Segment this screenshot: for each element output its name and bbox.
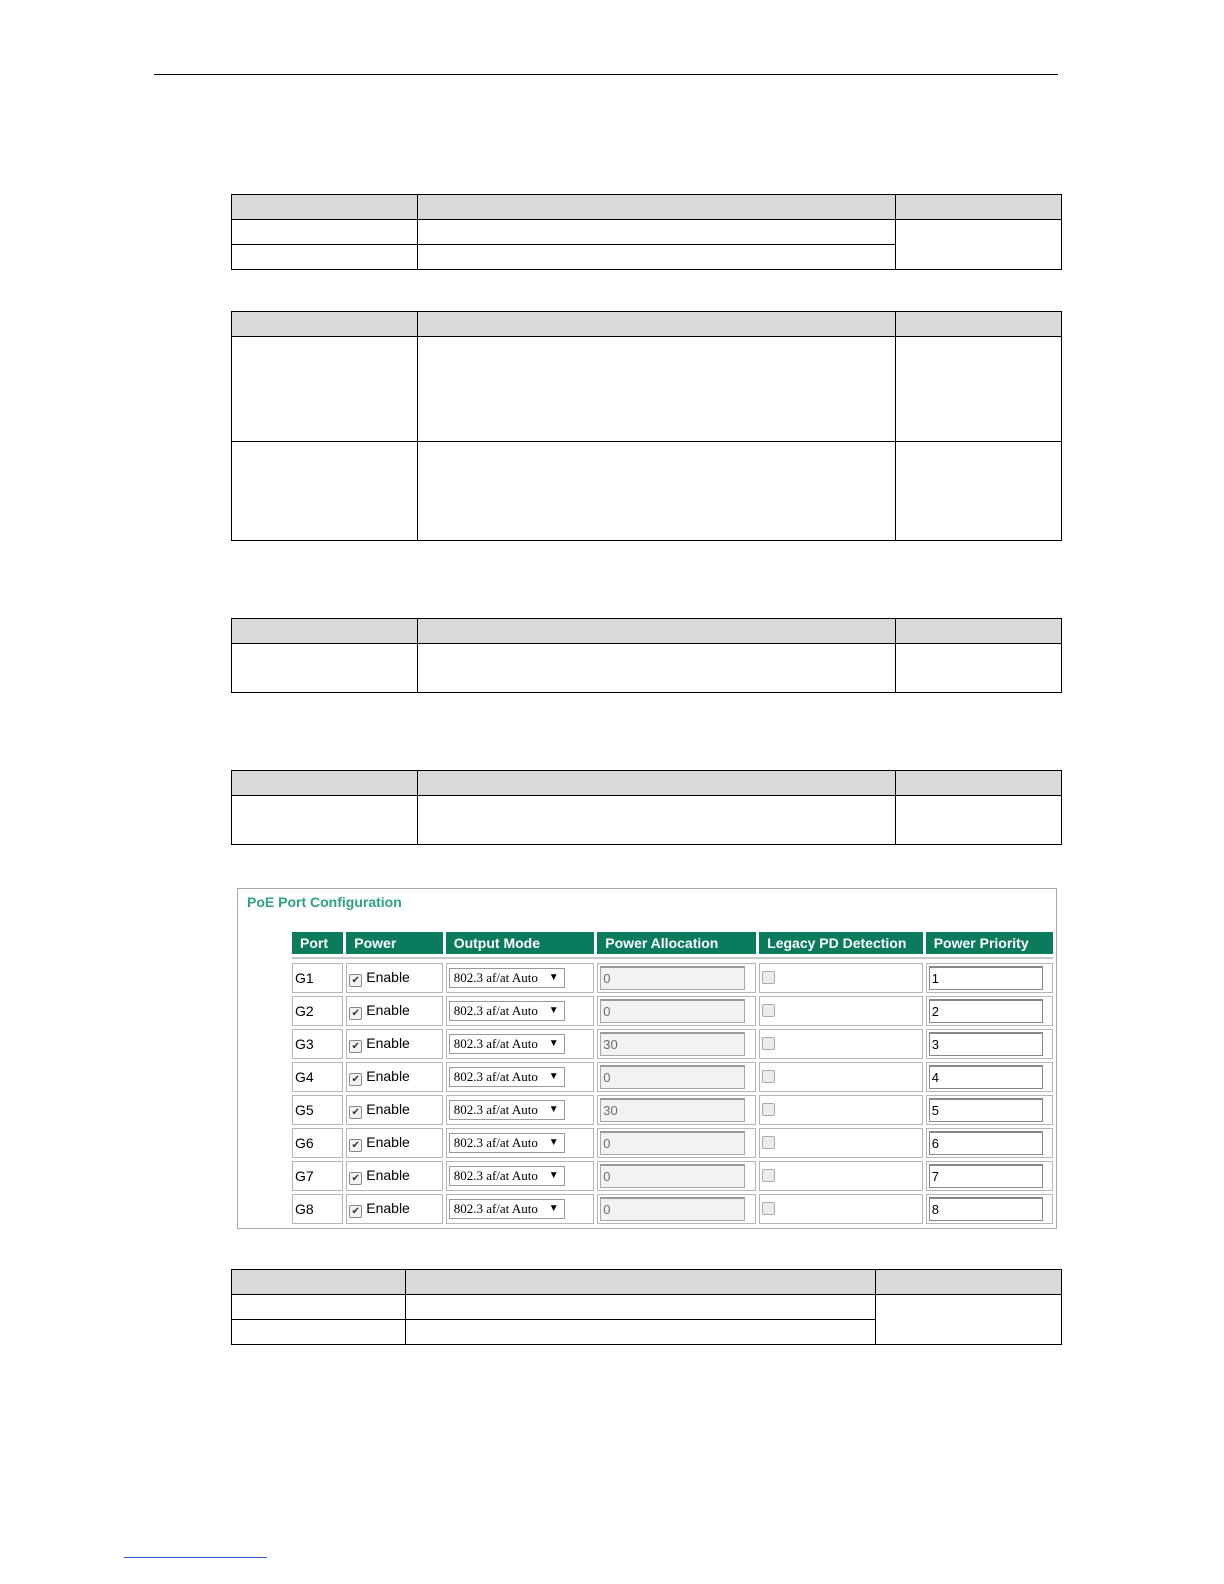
table-row: [292, 963, 1053, 993]
output-mode-select[interactable]: [449, 1001, 565, 1021]
port-cell: [292, 996, 343, 1026]
table-row: [292, 1029, 1053, 1059]
power-cell: [346, 996, 442, 1026]
power-enable-checkbox[interactable]: ✔: [349, 1172, 362, 1185]
port-label: G7: [295, 1168, 314, 1184]
power-priority-input[interactable]: 4: [929, 1065, 1043, 1089]
port-label: G2: [295, 1003, 314, 1019]
dropdown-arrow-icon: ▼: [548, 1203, 559, 1214]
power-enable-checkbox[interactable]: ✔: [349, 1205, 362, 1218]
power-allocation-cell: [597, 1161, 756, 1191]
power-allocation-input[interactable]: 0: [600, 1197, 745, 1221]
port-label: G4: [295, 1069, 314, 1085]
port-cell: [292, 1161, 343, 1191]
legacy-pd-checkbox[interactable]: [762, 1037, 775, 1050]
output-mode-value: 802.3 af/at Auto: [453, 1201, 538, 1216]
power-enable-checkbox[interactable]: ✔: [349, 1040, 362, 1053]
power-allocation-cell: [597, 1194, 756, 1224]
power-cell: [346, 1029, 442, 1059]
output-mode-cell: [446, 1095, 595, 1125]
panel-title: PoE Port Configuration: [247, 894, 402, 910]
col-power: Power: [346, 932, 442, 954]
doc-table-5: [231, 1269, 1062, 1345]
legacy-pd-cell: [759, 1062, 923, 1092]
power-enable-checkbox[interactable]: ✔: [349, 974, 362, 987]
output-mode-select[interactable]: [449, 1199, 565, 1219]
enable-label: Enable: [366, 1035, 410, 1051]
output-mode-cell: [446, 1029, 595, 1059]
poe-port-configuration-panel: [237, 888, 1057, 1229]
enable-label: Enable: [366, 1002, 410, 1018]
power-allocation-cell: [597, 963, 756, 993]
power-cell: [346, 1062, 442, 1092]
col-output-mode: Output Mode: [446, 932, 595, 954]
port-cell: [292, 963, 343, 993]
dropdown-arrow-icon: ▼: [548, 1137, 559, 1148]
output-mode-cell: [446, 963, 595, 993]
col-port: Port: [292, 932, 343, 954]
priority-cell: [926, 1029, 1053, 1059]
doc-table-1: [231, 194, 1062, 270]
dropdown-arrow-icon: ▼: [548, 1104, 559, 1115]
power-cell: [346, 1095, 442, 1125]
priority-cell: [926, 1062, 1053, 1092]
output-mode-select[interactable]: [449, 1166, 565, 1186]
output-mode-value: 802.3 af/at Auto: [453, 1036, 538, 1051]
power-priority-input[interactable]: 1: [929, 966, 1043, 990]
doc-table-2: [231, 311, 1062, 541]
table-row: [292, 1194, 1053, 1224]
port-label: G5: [295, 1102, 314, 1118]
output-mode-cell: [446, 1128, 595, 1158]
col-power-priority: Power Priority: [926, 932, 1053, 954]
dropdown-arrow-icon: ▼: [548, 1038, 559, 1049]
output-mode-value: 802.3 af/at Auto: [453, 1102, 538, 1117]
priority-cell: [926, 996, 1053, 1026]
legacy-pd-cell: [759, 1095, 923, 1125]
priority-cell: [926, 1128, 1053, 1158]
table-row: [292, 1161, 1053, 1191]
priority-cell: [926, 1095, 1053, 1125]
power-enable-checkbox[interactable]: ✔: [349, 1139, 362, 1152]
legacy-pd-cell: [759, 963, 923, 993]
output-mode-value: 802.3 af/at Auto: [453, 1168, 538, 1183]
priority-cell: [926, 1194, 1053, 1224]
legacy-pd-checkbox[interactable]: [762, 1202, 775, 1215]
table-row: [292, 1062, 1053, 1092]
output-mode-select[interactable]: [449, 1100, 565, 1120]
power-priority-input[interactable]: 8: [929, 1197, 1043, 1221]
dropdown-arrow-icon: ▼: [548, 972, 559, 983]
power-cell: [346, 1128, 442, 1158]
output-mode-select[interactable]: [449, 1034, 565, 1054]
output-mode-select[interactable]: [449, 968, 565, 988]
output-mode-select[interactable]: [449, 1067, 565, 1087]
port-label: G3: [295, 1036, 314, 1052]
port-cell: [292, 1095, 343, 1125]
power-allocation-input[interactable]: 0: [600, 999, 745, 1023]
power-priority-input[interactable]: 7: [929, 1164, 1043, 1188]
power-allocation-input[interactable]: 30: [600, 1098, 745, 1122]
output-mode-cell: [446, 1161, 595, 1191]
power-allocation-input[interactable]: 0: [600, 1164, 745, 1188]
enable-label: Enable: [366, 1200, 410, 1216]
power-enable-checkbox[interactable]: ✔: [349, 1007, 362, 1020]
port-label: G8: [295, 1201, 314, 1217]
power-allocation-cell: [597, 1095, 756, 1125]
legacy-pd-checkbox[interactable]: [762, 1070, 775, 1083]
doc-table-3: [231, 618, 1062, 693]
port-cell: [292, 1194, 343, 1224]
port-cell: [292, 1029, 343, 1059]
legacy-pd-cell: [759, 1161, 923, 1191]
legacy-pd-checkbox[interactable]: [762, 1103, 775, 1116]
legacy-pd-checkbox[interactable]: [762, 1004, 775, 1017]
output-mode-value: 802.3 af/at Auto: [453, 1069, 538, 1084]
table-row: [292, 996, 1053, 1026]
doc-table-4: [231, 770, 1062, 845]
power-allocation-cell: [597, 996, 756, 1026]
enable-label: Enable: [366, 1101, 410, 1117]
legacy-pd-checkbox[interactable]: [762, 971, 775, 984]
output-mode-value: 802.3 af/at Auto: [453, 1003, 538, 1018]
col-power-allocation: Power Allocation: [597, 932, 756, 954]
dropdown-arrow-icon: ▼: [548, 1005, 559, 1016]
enable-label: Enable: [366, 1167, 410, 1183]
power-cell: [346, 1194, 442, 1224]
port-label: G1: [295, 970, 314, 986]
dropdown-arrow-icon: ▼: [548, 1170, 559, 1181]
port-cell: [292, 1128, 343, 1158]
footer-link-rule: [124, 1557, 267, 1558]
dropdown-arrow-icon: ▼: [548, 1071, 559, 1082]
port-label: G6: [295, 1135, 314, 1151]
power-allocation-input[interactable]: 0: [600, 966, 745, 990]
power-cell: [346, 963, 442, 993]
enable-label: Enable: [366, 969, 410, 985]
power-priority-input[interactable]: 5: [929, 1098, 1043, 1122]
output-mode-cell: [446, 1194, 595, 1224]
power-allocation-input[interactable]: 30: [600, 1032, 745, 1056]
header-rule: [154, 74, 1058, 75]
enable-label: Enable: [366, 1068, 410, 1084]
output-mode-cell: [446, 996, 595, 1026]
legacy-pd-checkbox[interactable]: [762, 1136, 775, 1149]
legacy-pd-cell: [759, 1194, 923, 1224]
power-allocation-cell: [597, 1029, 756, 1059]
poe-port-table: [289, 929, 1056, 1227]
output-mode-value: 802.3 af/at Auto: [453, 970, 538, 985]
legacy-pd-cell: [759, 1029, 923, 1059]
power-priority-input[interactable]: 6: [929, 1131, 1043, 1155]
col-legacy-pd-detection: Legacy PD Detection: [759, 932, 923, 954]
power-allocation-input[interactable]: 0: [600, 1065, 745, 1089]
legacy-pd-cell: [759, 1128, 923, 1158]
priority-cell: [926, 963, 1053, 993]
output-mode-value: 802.3 af/at Auto: [453, 1135, 538, 1150]
power-priority-input[interactable]: 3: [929, 1032, 1043, 1056]
power-allocation-input[interactable]: 0: [600, 1131, 745, 1155]
table-row: [292, 1095, 1053, 1125]
legacy-pd-cell: [759, 996, 923, 1026]
enable-label: Enable: [366, 1134, 410, 1150]
output-mode-select[interactable]: [449, 1133, 565, 1153]
power-priority-input[interactable]: 2: [929, 999, 1043, 1023]
power-cell: [346, 1161, 442, 1191]
priority-cell: [926, 1161, 1053, 1191]
table-row: [292, 1128, 1053, 1158]
output-mode-cell: [446, 1062, 595, 1092]
power-enable-checkbox[interactable]: ✔: [349, 1106, 362, 1119]
power-allocation-cell: [597, 1128, 756, 1158]
port-cell: [292, 1062, 343, 1092]
power-enable-checkbox[interactable]: ✔: [349, 1073, 362, 1086]
legacy-pd-checkbox[interactable]: [762, 1169, 775, 1182]
power-allocation-cell: [597, 1062, 756, 1092]
